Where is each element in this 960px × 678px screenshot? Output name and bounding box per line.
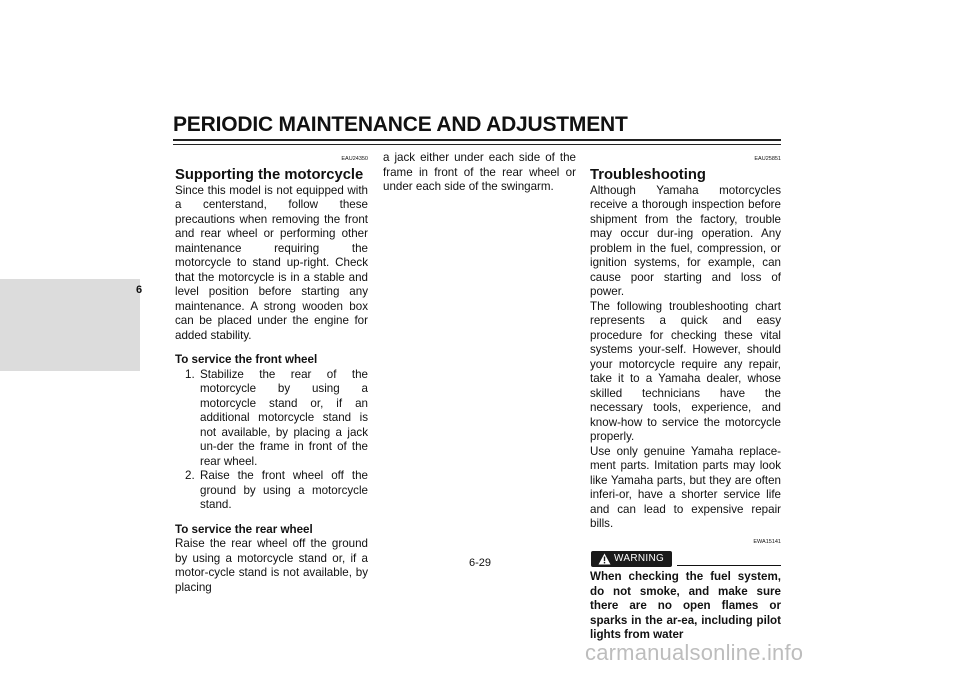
section-heading: Troubleshooting bbox=[590, 166, 706, 183]
list-item bbox=[175, 469, 368, 513]
warning-text: When checking the fuel system, do not smoke, and make sure there are no open flames or sparks in the ar-ea, including pilot lights from water bbox=[590, 570, 781, 641]
list-item-text: Raise the front wheel off the ground by using a motorcycle stand. bbox=[200, 469, 368, 511]
chapter-tab-number: 6 bbox=[136, 284, 143, 296]
middle-column bbox=[383, 151, 576, 195]
right-column bbox=[590, 152, 781, 643]
list-item-number: 1. bbox=[185, 367, 195, 381]
header-rule-thick bbox=[173, 139, 781, 141]
warning-rule bbox=[677, 565, 781, 566]
header-rule-thin bbox=[173, 144, 781, 145]
list-item-text: Stabilize the rear of the motorcycle by using a motorcycle stand or, if an additional motorcycle stand is not available, by placing a jack un-der the frame in front of the rear wheel. bbox=[200, 367, 368, 468]
list-item bbox=[175, 368, 368, 470]
warning-triangle-icon bbox=[598, 553, 611, 565]
list-item-number: 2. bbox=[185, 469, 195, 482]
watermark: carmanualsonline.info bbox=[585, 640, 804, 665]
middle-paragraph: a jack either under each side of the frame in front of the rear wheel or under each side of the swingarm. bbox=[383, 151, 576, 193]
warning-header bbox=[590, 551, 781, 567]
front-wheel-heading: To service the front wheel bbox=[175, 353, 318, 366]
warning-badge bbox=[591, 551, 672, 567]
intro-paragraph: Since this model is not equipped with a centerstand, follow these precautions when removing the front and rear wheel or performing other maintenance requiring the motorcycle to stand up-right. Check that the motorcycle is in a stable and level position before starting any maintenance. A strong wooden box can be placed under the engine for added stability. bbox=[175, 183, 368, 342]
rear-wheel-paragraph: Raise the rear wheel off the ground by using a motorcycle stand or, if a motor-cycle stand is not available, by placing bbox=[175, 537, 368, 594]
section-code: EAU24350 bbox=[341, 156, 368, 162]
warning-code: EWA15141 bbox=[753, 538, 781, 545]
section-code: EAU25851 bbox=[754, 156, 781, 162]
body-paragraph: Although Yamaha motorcycles receive a thorough inspection before shipment from the factory, trouble may occur dur-ing operation. Any problem in the fuel, compression, or ignition systems, for example, can cause poor starting and loss of power. bbox=[590, 183, 781, 298]
page-number: 6-29 bbox=[468, 557, 492, 569]
page-title: PERIODIC MAINTENANCE AND ADJUSTMENT bbox=[173, 113, 628, 136]
chapter-tab bbox=[0, 279, 143, 371]
rear-wheel-heading: To service the rear wheel bbox=[175, 522, 313, 536]
body-paragraph: Use only genuine Yamaha replace-ment parts. Imitation parts may look like Yamaha parts, but they are often inferi-or, have a shorter service life and can lead to expensive repair bills. bbox=[590, 444, 781, 530]
warning-label: WARNING bbox=[614, 553, 665, 564]
left-column bbox=[175, 152, 368, 595]
body-paragraph: The following troubleshooting chart represents a quick and easy procedure for checking these vital systems your-self. However, should your motorcycle require any repair, take it to a Yamaha dealer, whose skilled technicians have the necessary tools, experience, and know-how to service the motorcycle properly. bbox=[590, 299, 781, 443]
section-heading: Supporting the motorcycle bbox=[175, 166, 364, 183]
